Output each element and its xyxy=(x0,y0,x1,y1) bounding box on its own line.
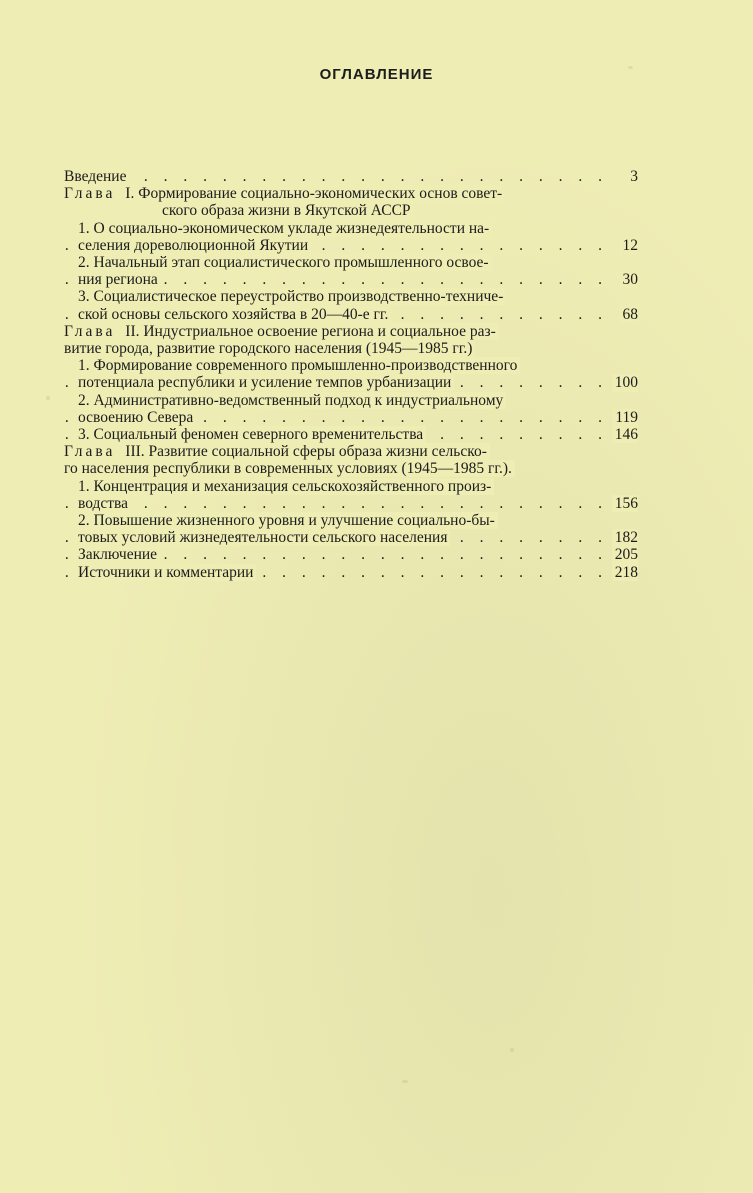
toc-entry-sources[interactable] xyxy=(64,564,638,581)
page-number: 68 xyxy=(620,306,639,323)
entry-title-cont: го населения республики в современных условиях (1945—1985 гг.). xyxy=(64,460,515,477)
toc-entry-introduction[interactable] xyxy=(64,168,638,185)
entry-title: Введение xyxy=(64,168,129,185)
page-number: 3 xyxy=(627,168,638,185)
entry-title-cont: товых условий жизнедеятельности сельского населения xyxy=(78,529,450,546)
toc-entry-chapter-2[interactable] xyxy=(64,323,638,357)
entry-title-cont: водства xyxy=(78,495,131,512)
entry-title: 2. Повышение жизненного уровня и улучшение социально-бы- xyxy=(78,512,498,529)
toc-entry-2-1[interactable] xyxy=(64,357,638,391)
page-title: ОГЛАВЛЕНИЕ xyxy=(319,66,434,83)
entry-title: 2. Административно-ведомственный подход к индустриальному xyxy=(78,392,506,409)
paper-speck xyxy=(628,66,633,69)
entry-title: I. Формирование социально-экономических основ совет- xyxy=(125,185,505,202)
paper-speck xyxy=(402,1080,408,1083)
entry-title: III. Развитие социальной сферы образа жизни сельско- xyxy=(125,443,490,460)
entry-title: 2. Начальный этап социалистического промышленного освое- xyxy=(78,254,492,271)
page-number: 12 xyxy=(620,237,639,254)
paper-speck xyxy=(510,1048,514,1052)
entry-title-cont: селения дореволюционной Якутии xyxy=(78,237,311,254)
toc-entry-1-1[interactable] xyxy=(64,220,638,254)
page-number: 119 xyxy=(612,409,638,426)
entry-title: Заключение xyxy=(78,546,160,563)
table-of-contents xyxy=(64,168,638,581)
entry-title-cont: освоению Севера xyxy=(78,409,196,426)
toc-entry-1-2[interactable] xyxy=(64,254,638,288)
entry-title: 3. Социальный феномен северного временительства xyxy=(78,426,426,443)
toc-entry-1-3[interactable] xyxy=(64,288,638,322)
toc-entry-conclusion[interactable] xyxy=(64,546,638,563)
page-number: 30 xyxy=(620,271,639,288)
page-number: 205 xyxy=(612,546,638,563)
toc-entry-2-3[interactable] xyxy=(64,426,638,443)
toc-entry-3-1[interactable] xyxy=(64,478,638,512)
entry-title: 1. Концентрация и механизация сельскохозяйственного произ- xyxy=(78,478,494,495)
entry-title-cont: потенциала республики и усиление темпов урбанизации xyxy=(78,374,454,391)
entry-title-cont: ния региона xyxy=(78,271,161,288)
entry-title: 3. Социалистическое переустройство производственно-техниче- xyxy=(78,288,506,305)
chapter-prefix: Глава xyxy=(64,443,125,460)
page-number: 100 xyxy=(612,374,638,391)
entry-title: 1. О социально-экономическом укладе жизнедеятельности на- xyxy=(78,220,492,237)
page-number: 156 xyxy=(612,495,638,512)
entry-title: 1. Формирование современного промышленно-производственного xyxy=(78,357,520,374)
entry-title: Источники и комментарии xyxy=(78,564,256,581)
entry-title-cont: ской основы сельского хозяйства в 20—40-е гг. xyxy=(78,306,391,323)
entry-title-cont: витие города, развитие городского населения (1945—1985 гг.) xyxy=(64,340,475,357)
paper-speck xyxy=(46,396,50,400)
toc-entry-chapter-1[interactable] xyxy=(64,185,638,219)
page-number: 182 xyxy=(612,529,638,546)
entry-title: II. Индустриальное освоение региона и социальное раз- xyxy=(125,323,498,340)
page-number: 146 xyxy=(612,426,638,443)
page-number: 218 xyxy=(612,564,638,581)
toc-entry-2-2[interactable] xyxy=(64,392,638,426)
toc-entry-chapter-3[interactable] xyxy=(64,443,638,477)
chapter-prefix: Глава xyxy=(64,323,125,340)
toc-entry-3-2[interactable] xyxy=(64,512,638,546)
chapter-prefix: Глава xyxy=(64,185,125,202)
entry-title-cont: ского образа жизни в Якутской АССР xyxy=(162,202,414,219)
